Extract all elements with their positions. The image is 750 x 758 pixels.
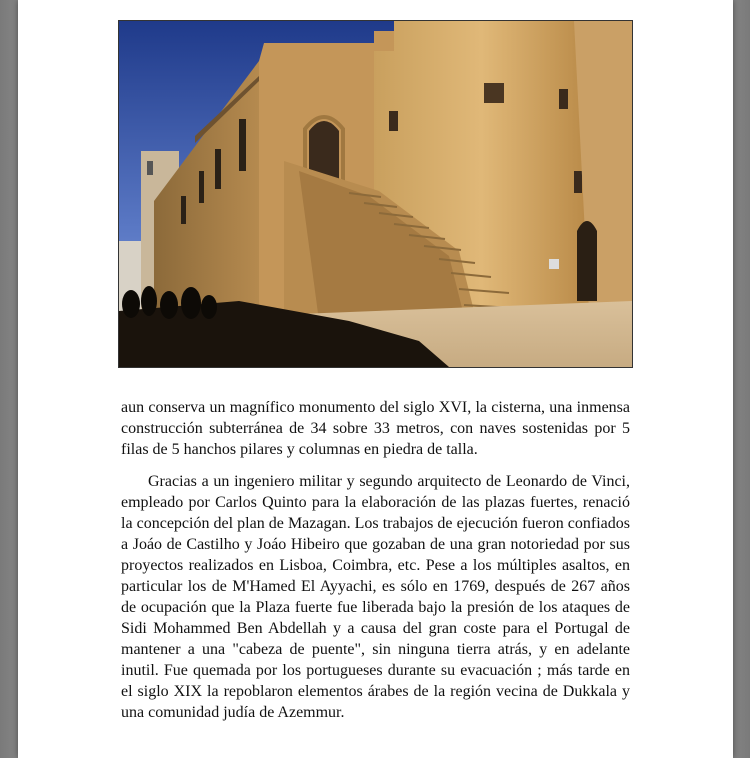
document-page [18,0,733,758]
body-text [121,397,630,723]
fortress-photo [118,20,633,368]
paragraph-1: aun conserva un magnífico monumento del siglo XVI, la cisterna, una inmensa construcción subterránea de 34 sobre 33 metros, con naves sostenidas por 5 filas de 5 hanchos pilares y columnas en piedra de talla. [121,399,630,458]
paragraph-2: Gracias a un ingeniero militar y segundo arquitecto de Leonardo de Vinci, empleado por Carlos Quinto para la elaboración de las plazas fuertes, renació la concepción del plan de Mazagan. Los trabajos de ejecución fueron confiados a Joáo de Castilho y Joáo Hibeiro que gozaban de una gran notoriedad por sus proyectos realizados en Lisboa, Coimbra, etc. Pese a los múltiples asaltos, en particular los de M'Hamed El Ayyachi, es sólo en 1769, después de 267 años de ocupación que la Plaza fuerte fue liberada bajo la presión de los ataques de Sidi Mohammed Ben Abdellah y a causa del gran coste para el Portugal de mantener a una "cabeza de puente", sin ninguna tierra atrás, y en adelante inutil. Fue quemada por los portugueses durante su evacuación ; más tarde en el siglo XIX la repoblaron elementos árabes de la región vecina de Dukkala y una comunidad judía de Azemmur. [121,473,630,721]
